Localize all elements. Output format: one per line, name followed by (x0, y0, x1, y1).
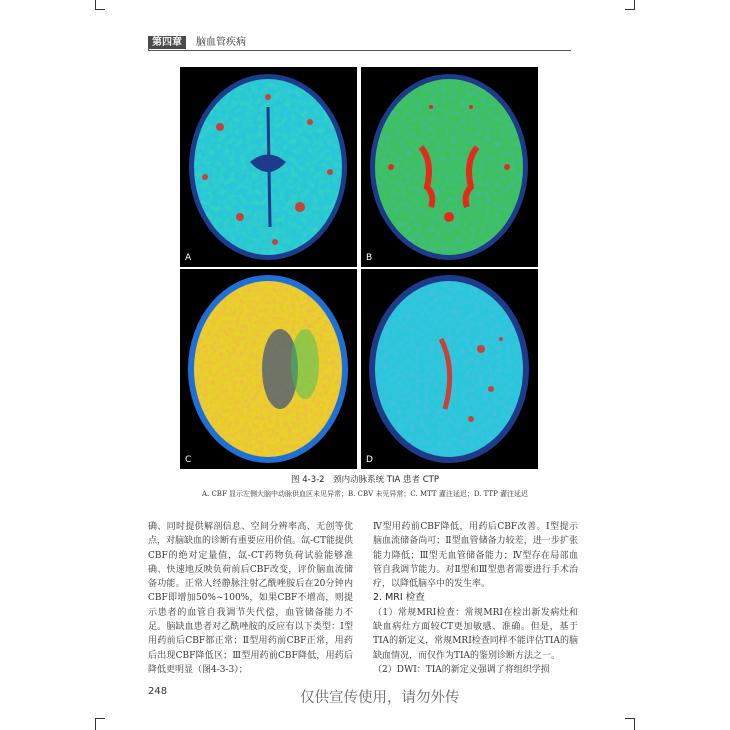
crop-mark (95, 718, 105, 719)
ctp-map-c (180, 269, 357, 469)
figure-panel-a (180, 67, 357, 267)
header-title: 脑血管疾病 (196, 37, 246, 48)
watermark-text: 仅供宣传使用，请勿外传 (300, 690, 460, 706)
body-paragraph: （2）DWI：TIA的新定义强调了将组织学损 (373, 664, 550, 675)
crop-mark (95, 0, 96, 9)
figure-panel-b (361, 67, 538, 267)
panel-label: C (185, 455, 192, 465)
figure-title: 图 4-3-2 颈内动脉系统 TIA 患者 CTP (291, 475, 439, 485)
crop-mark (634, 718, 635, 730)
ctp-map-b (361, 67, 538, 267)
ctp-map-d (361, 269, 538, 469)
crop-mark (625, 9, 635, 10)
body-column-right (373, 520, 578, 677)
header-rule (148, 50, 571, 51)
body-paragraph: （1）常规MRI检查：常规MRI在检出新发病灶和缺血病灶方面较CT更加敏感、准确。但是，基于TIA的新定义，常规MRI检查同样不能评估TIA的脑缺血情况，而仅作为TIA的鉴别诊断方法之一。 (373, 607, 578, 661)
figure-panel-d (361, 269, 538, 469)
figure-panel-c (180, 269, 357, 469)
panel-label: B (366, 253, 373, 263)
panel-label: A (185, 253, 192, 263)
header-chapter: 第四章 (148, 36, 186, 49)
panel-label: D (366, 455, 373, 465)
crop-mark (634, 0, 635, 9)
crop-mark (625, 718, 635, 719)
ctp-map-a (180, 67, 357, 267)
crop-mark (95, 718, 96, 730)
body-paragraph: Ⅳ型用药前CBF降低，用药后CBF改善。Ⅰ型提示脑血流储备尚可；Ⅱ型血管储备力较差，进一步扩张能力降低；Ⅲ型无血管储备能力；Ⅳ型存在局部血管自我调节能力。对Ⅱ型和Ⅲ型患者需要进行手术治疗，以降低脑卒中的发生率。 (373, 522, 578, 590)
body-paragraph: 确、同时提供解剖信息、空间分辨率高、无创等优点，对脑缺血的诊断有重要应用价值。氙-CT能提供CBF的绝对定量值，氙-CT药物负荷试验能够准确、快速地反映负荷前后CBF改变，评价脑血流储备功能。正常人经静脉注射乙酰唑胺后在20分钟内CBF即增加50%~100%，如果CBF不增高，则提示患者的血管自我调节失代偿，血管储备能力不足。脑缺血患者对乙酰唑胺的反应有以下类型：Ⅰ型用药前后CBF都正常；Ⅱ型用药前CBF正常，用药后出现CBF降低区；Ⅲ型用药前CBF降低，用药后降低更明显（图4-3-3）； (148, 522, 353, 675)
page-number: 248 (148, 686, 168, 697)
section-heading: 2. MRI 检查 (373, 592, 425, 604)
body-column-left (148, 520, 353, 677)
crop-mark (95, 9, 105, 10)
figure-caption: A. CBF 显示左侧大脑中动脉供血区未见异常；B. CBV 未见异常；C. MTT 灌注延迟；D. TTP 灌注延迟 (201, 490, 529, 498)
